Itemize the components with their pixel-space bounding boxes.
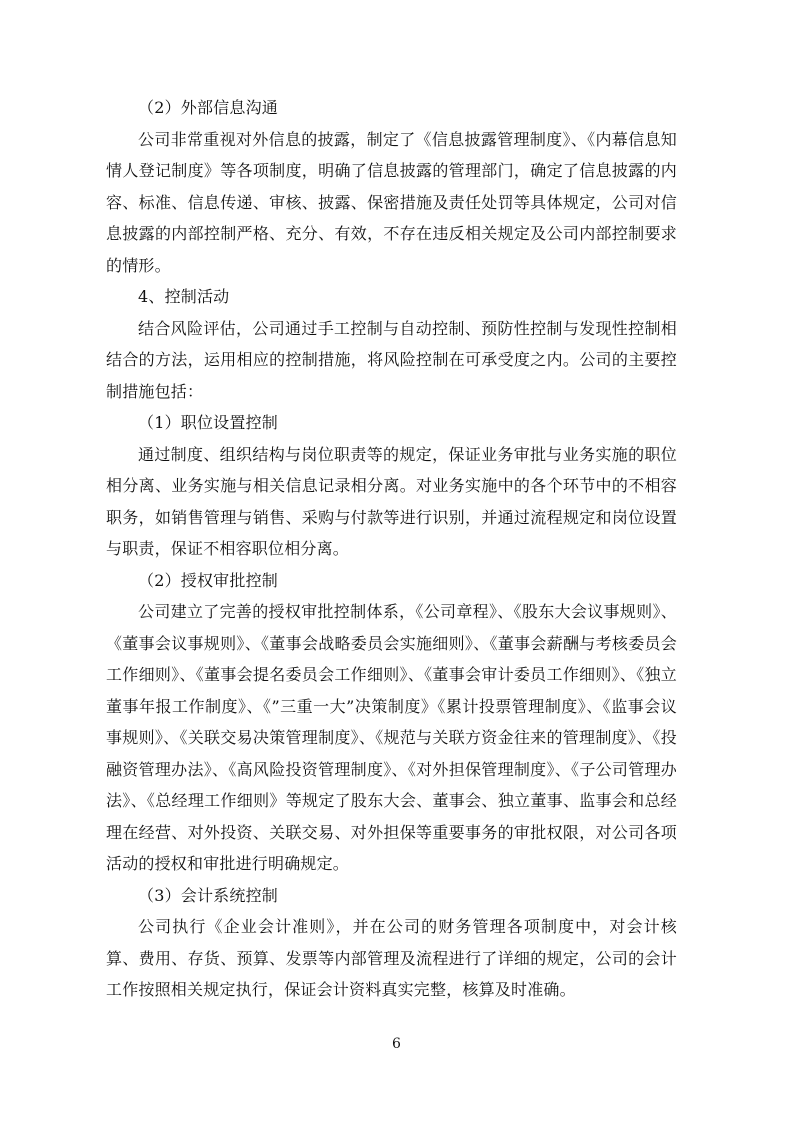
paragraph: 公司建立了完善的授权审批控制体系，《公司章程》、《股东大会议事规则》、《董事会议事规则》、《董事会战略委员会实施细则》、《董事会薪酬与考核委员会工作细则》、《董事会提名委员会工作细则》、《董事会审计委员工作细则》、《独立董事年报工作制度》、《”三重一大”决策制度》《累计投票管理制度》、《监事会议事规则》、《关联交易决策管理制度》、《规范与关联方资金往来的管理制度》、《投融资管理办法》、《高风险投资管理制度》、《对外担保管理制度》、《子公司管理办法》、《总经理工作细则》等规定了股东大会、董事会、独立董事、监事会和总经理在经营、对外投资、关联交易、对外担保等重要事务的审批权限，对公司各项活动的授权和审批进行明确规定。: [106, 602, 677, 873]
paragraph: 结合风险评估，公司通过手工控制与自动控制、预防性控制与发现性控制相结合的方法，运用相应的控制措施，将风险控制在可承受度之内。公司的主要控制措施包括：: [106, 318, 677, 401]
paragraph: 公司执行《企业会计准则》，并在公司的财务管理各项制度中，对会计核算、费用、存货、预算、发票等内部管理及流程进行了详细的规定，公司的会计工作按照相关规定执行，保证会计资料真实完整，核算及时准确。: [106, 917, 677, 999]
paragraph: 公司非常重视对外信息的披露，制定了《信息披露管理制度》、《内幕信息知情人登记制度》等各项制度，明确了信息披露的管理部门，确定了信息披露的内容、标准、信息传递、审核、披露、保密措施及责任处罚等具体规定，公司对信息披露的内部控制严格、充分、有效，不存在违反相关规定及公司内部控制要求的情形。: [106, 129, 677, 275]
section-subheading: （2）授权审批控制: [138, 570, 278, 590]
section-subheading: （2）外部信息沟通: [138, 98, 278, 117]
section-subheading: （1）职位设置控制: [138, 413, 278, 432]
document-body: [106, 92, 677, 1006]
section-subheading: （3）会计系统控制: [138, 885, 278, 905]
section-heading: 4、控制活动: [138, 287, 230, 306]
page-number: 6: [392, 1036, 401, 1052]
paragraph: 通过制度、组织结构与岗位职责等的规定，保证业务审批与业务实施的职位相分离、业务实施与相关信息记录相分离。对业务实施中的各个环节中的不相容职务，如销售管理与销售、采购与付款等进行识别，并通过流程规定和岗位设置与职责，保证不相容职位相分离。: [106, 444, 677, 558]
